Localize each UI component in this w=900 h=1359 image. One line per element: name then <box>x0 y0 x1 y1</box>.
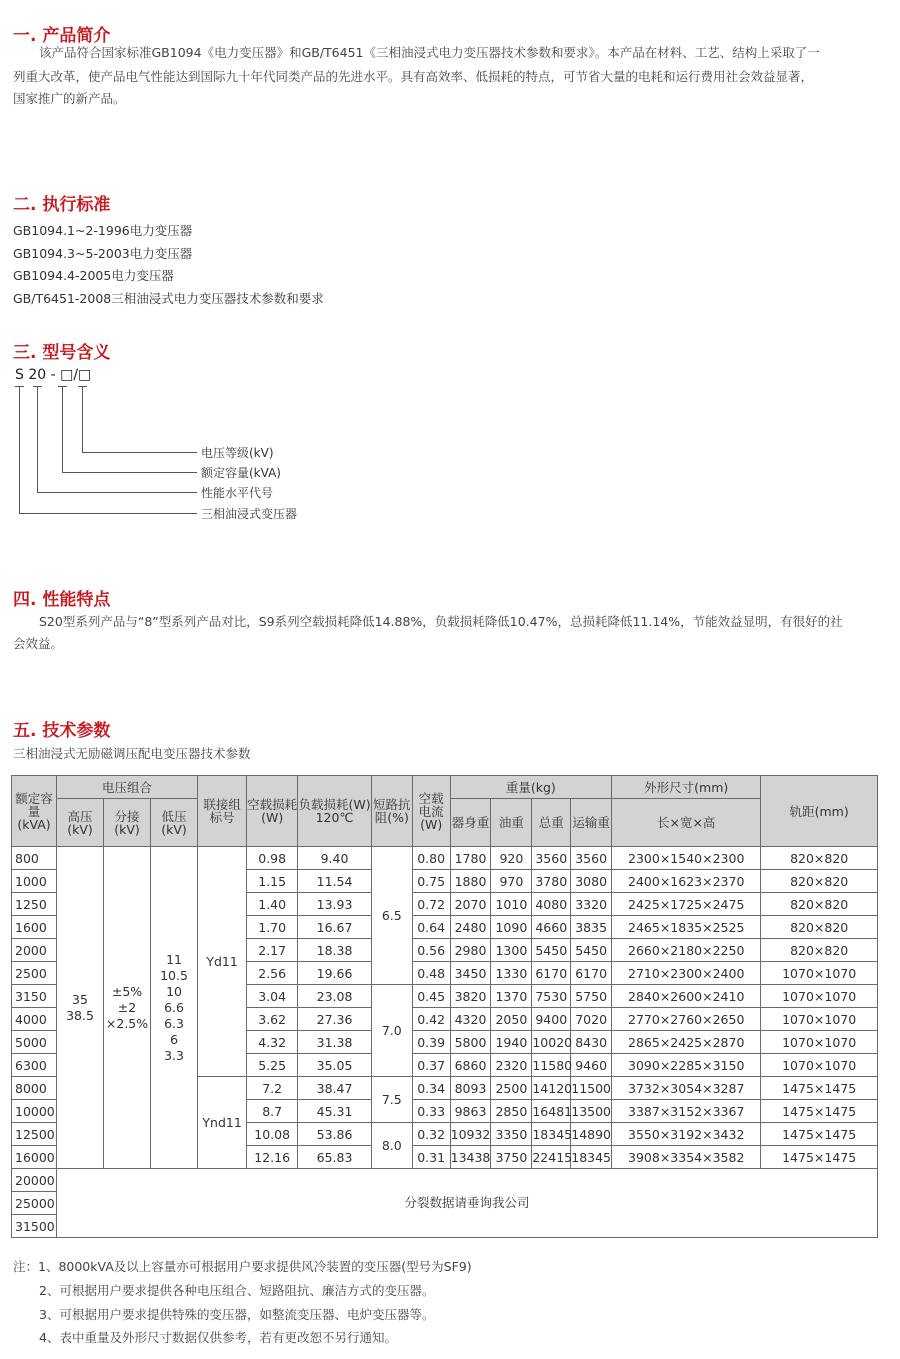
header-hv: 高压(kV) <box>56 799 103 847</box>
table-subtitle: 三相油浸式无励磁调压配电变压器技术参数 <box>13 746 251 761</box>
header-no-load-current: 空载电流(W) <box>412 776 450 847</box>
cell-no-load-loss: 10.08 <box>247 1123 298 1146</box>
cell-dimensions: 2865×2425×2870 <box>612 1031 761 1054</box>
cell-transport-weight: 11500 <box>571 1077 612 1100</box>
cell-dimensions: 2425×1725×2475 <box>612 893 761 916</box>
cell-impedance: 8.0 <box>371 1123 412 1169</box>
standard-item: GB1094.1~2-1996电力变压器 <box>13 223 193 238</box>
cell-capacity: 20000 <box>12 1169 57 1192</box>
note-item: 3、可根据用户要求提供特殊的变压器，如整流变压器、电炉变压器等。 <box>39 1307 435 1322</box>
cell-no-load-current: 0.33 <box>412 1100 450 1123</box>
model-code: S 20 - □/□ <box>15 367 92 383</box>
cell-body-weight: 6860 <box>450 1054 491 1077</box>
cell-no-load-loss: 7.2 <box>247 1077 298 1100</box>
cell-oil-weight: 1330 <box>491 962 532 985</box>
cell-oil-weight: 2850 <box>491 1100 532 1123</box>
cell-transport-weight: 5450 <box>571 939 612 962</box>
table-row <box>12 847 878 870</box>
tap-value: ±2 <box>117 999 137 1015</box>
cell-oil-weight: 1300 <box>491 939 532 962</box>
header-lv: 低压(kV) <box>151 799 198 847</box>
cell-load-loss: 9.40 <box>298 847 372 870</box>
cell-gauge: 820×820 <box>761 870 878 893</box>
cell-split-note: 分裂数据请垂询我公司 <box>56 1169 877 1238</box>
cell-total-weight: 11580 <box>532 1054 571 1077</box>
model-label-capacity: 额定容量(kVA) <box>201 466 281 480</box>
cell-transport-weight: 3835 <box>571 916 612 939</box>
intro-line-1: 该产品符合国家标准GB1094《电力变压器》和GB/T6451《三相油浸式电力变压器技术参数和要求》。本产品在材料、工艺、结构上采取了一 <box>39 45 820 60</box>
header-transport-weight: 运输重 <box>571 799 612 847</box>
header-dimensions: 外形尺寸(mm) <box>612 776 761 799</box>
cell-no-load-current: 0.42 <box>412 1008 450 1031</box>
cell-dimensions: 2300×1540×2300 <box>612 847 761 870</box>
cell-total-weight: 18345 <box>532 1123 571 1146</box>
cell-no-load-loss: 4.32 <box>247 1031 298 1054</box>
section-1-title: 一. 产品简介 <box>13 26 111 46</box>
cell-oil-weight: 970 <box>491 870 532 893</box>
cell-transport-weight: 3560 <box>571 847 612 870</box>
lv-value: 10.5 <box>160 967 188 983</box>
header-weight: 重量(kg) <box>450 776 612 799</box>
cell-dimensions: 3732×3054×3287 <box>612 1077 761 1100</box>
cell-capacity: 16000 <box>12 1146 57 1169</box>
header-body-weight: 器身重 <box>450 799 491 847</box>
cell-oil-weight: 3350 <box>491 1123 532 1146</box>
note-item: 4、表中重量及外形尺寸数据仅供参考，若有更改恕不另行通知。 <box>39 1330 397 1345</box>
section-5-title: 五. 技术参数 <box>13 721 111 741</box>
cell-total-weight: 16481 <box>532 1100 571 1123</box>
intro-line-2: 列重大改革，使产品电气性能达到国际九十年代同类产品的先进水平。具有高效率、低损耗的特点，可节省大量的电耗和运行费用社会效益显著， <box>13 69 814 84</box>
cell-no-load-current: 0.39 <box>412 1031 450 1054</box>
cell-capacity: 2500 <box>12 962 57 985</box>
cell-capacity: 8000 <box>12 1077 57 1100</box>
cell-total-weight: 4080 <box>532 893 571 916</box>
cell-dimensions: 3387×3152×3367 <box>612 1100 761 1123</box>
cell-impedance: 7.0 <box>371 985 412 1077</box>
cell-body-weight: 9863 <box>450 1100 491 1123</box>
cell-no-load-current: 0.80 <box>412 847 450 870</box>
cell-total-weight: 22415 <box>532 1146 571 1169</box>
header-impedance: 短路抗阻(%) <box>371 776 412 847</box>
cell-tap-merged <box>104 847 151 1169</box>
cell-transport-weight: 9460 <box>571 1054 612 1077</box>
header-total-weight: 总重 <box>532 799 571 847</box>
cell-gauge: 1070×1070 <box>761 1031 878 1054</box>
cell-gauge: 820×820 <box>761 916 878 939</box>
cell-total-weight: 10020 <box>532 1031 571 1054</box>
cell-capacity: 800 <box>12 847 57 870</box>
cell-gauge: 1475×1475 <box>761 1100 878 1123</box>
features-line-1: S20型系列产品与“8”型系列产品对比，S9系列空载损耗降低14.88%，负载损耗降低10.47%，总损耗降低11.14%，节能效益显明，有很好的社 <box>39 614 843 629</box>
header-load-loss-label: 负载损耗(W) <box>298 797 371 812</box>
header-oil-weight: 油重 <box>491 799 532 847</box>
cell-gauge: 1070×1070 <box>761 962 878 985</box>
cell-gauge: 1070×1070 <box>761 985 878 1008</box>
header-voltage-combo: 电压组合 <box>56 776 197 799</box>
cell-transport-weight: 7020 <box>571 1008 612 1031</box>
hv-value: 35 <box>72 991 88 1007</box>
note-item: 2、可根据用户要求提供各种电压组合、短路阻抗、廉洁方式的变压器。 <box>39 1283 435 1298</box>
cell-no-load-current: 0.37 <box>412 1054 450 1077</box>
header-load-loss-temp: 120℃ <box>315 810 354 825</box>
cell-connection-yd11: Yd11 <box>198 847 247 1077</box>
cell-body-weight: 2070 <box>450 893 491 916</box>
cell-body-weight: 4320 <box>450 1008 491 1031</box>
cell-no-load-current: 0.72 <box>412 893 450 916</box>
lv-value: 3.3 <box>164 1047 184 1063</box>
cell-dimensions: 2465×1835×2525 <box>612 916 761 939</box>
cell-load-loss: 13.93 <box>298 893 372 916</box>
cell-body-weight: 1780 <box>450 847 491 870</box>
cell-transport-weight: 13500 <box>571 1100 612 1123</box>
cell-body-weight: 13438 <box>450 1146 491 1169</box>
cell-transport-weight: 6170 <box>571 962 612 985</box>
cell-transport-weight: 8430 <box>571 1031 612 1054</box>
cell-gauge: 1070×1070 <box>761 1008 878 1031</box>
cell-load-loss: 53.86 <box>298 1123 372 1146</box>
standard-item: GB1094.3~5-2003电力变压器 <box>13 246 193 261</box>
header-load-loss <box>298 776 372 847</box>
cell-total-weight: 9400 <box>532 1008 571 1031</box>
cell-dimensions: 2660×2180×2250 <box>612 939 761 962</box>
cell-no-load-loss: 0.98 <box>247 847 298 870</box>
cell-capacity: 1250 <box>12 893 57 916</box>
cell-total-weight: 4660 <box>532 916 571 939</box>
cell-oil-weight: 2320 <box>491 1054 532 1077</box>
cell-dimensions: 3550×3192×3432 <box>612 1123 761 1146</box>
cell-no-load-loss: 2.56 <box>247 962 298 985</box>
header-gauge: 轨距(mm) <box>761 776 878 847</box>
cell-capacity: 31500 <box>12 1215 57 1238</box>
cell-gauge: 820×820 <box>761 893 878 916</box>
header-rated-capacity: 额定容量(kVA) <box>12 776 57 847</box>
cell-hv-merged <box>56 847 103 1169</box>
section-2-title: 二. 执行标准 <box>13 195 111 215</box>
cell-capacity: 1000 <box>12 870 57 893</box>
cell-transport-weight: 3320 <box>571 893 612 916</box>
cell-body-weight: 1880 <box>450 870 491 893</box>
cell-no-load-loss: 1.70 <box>247 916 298 939</box>
cell-body-weight: 3450 <box>450 962 491 985</box>
spec-table <box>11 775 878 1238</box>
cell-load-loss: 45.31 <box>298 1100 372 1123</box>
cell-capacity: 5000 <box>12 1031 57 1054</box>
cell-body-weight: 2480 <box>450 916 491 939</box>
cell-connection-ynd11: Ynd11 <box>198 1077 247 1169</box>
cell-capacity: 3150 <box>12 985 57 1008</box>
lv-value: 11 <box>166 951 182 967</box>
cell-load-loss: 19.66 <box>298 962 372 985</box>
section-4-title: 四. 性能特点 <box>13 590 111 610</box>
standard-item: GB1094.4-2005电力变压器 <box>13 268 174 283</box>
section-3-title: 三. 型号含义 <box>13 343 111 363</box>
cell-capacity: 6300 <box>12 1054 57 1077</box>
cell-load-loss: 31.38 <box>298 1031 372 1054</box>
cell-no-load-loss: 3.04 <box>247 985 298 1008</box>
cell-capacity: 10000 <box>12 1100 57 1123</box>
cell-capacity: 2000 <box>12 939 57 962</box>
model-label-performance: 性能水平代号 <box>201 486 274 500</box>
cell-no-load-current: 0.45 <box>412 985 450 1008</box>
cell-body-weight: 8093 <box>450 1077 491 1100</box>
cell-oil-weight: 2500 <box>491 1077 532 1100</box>
cell-oil-weight: 1010 <box>491 893 532 916</box>
cell-gauge: 1475×1475 <box>761 1146 878 1169</box>
cell-gauge: 1475×1475 <box>761 1123 878 1146</box>
cell-load-loss: 11.54 <box>298 870 372 893</box>
cell-body-weight: 10932 <box>450 1123 491 1146</box>
cell-no-load-loss: 3.62 <box>247 1008 298 1031</box>
cell-impedance: 7.5 <box>371 1077 412 1123</box>
cell-body-weight: 2980 <box>450 939 491 962</box>
cell-load-loss: 65.83 <box>298 1146 372 1169</box>
cell-oil-weight: 920 <box>491 847 532 870</box>
cell-oil-weight: 2050 <box>491 1008 532 1031</box>
cell-no-load-current: 0.31 <box>412 1146 450 1169</box>
cell-oil-weight: 3750 <box>491 1146 532 1169</box>
cell-gauge: 1070×1070 <box>761 1054 878 1077</box>
cell-capacity: 12500 <box>12 1123 57 1146</box>
cell-dimensions: 2710×2300×2400 <box>612 962 761 985</box>
cell-no-load-loss: 5.25 <box>247 1054 298 1077</box>
lv-value: 6.6 <box>164 999 184 1015</box>
cell-capacity: 4000 <box>12 1008 57 1031</box>
cell-total-weight: 3780 <box>532 870 571 893</box>
cell-oil-weight: 1090 <box>491 916 532 939</box>
cell-load-loss: 23.08 <box>298 985 372 1008</box>
cell-load-loss: 16.67 <box>298 916 372 939</box>
cell-dimensions: 3908×3354×3582 <box>612 1146 761 1169</box>
lv-value: 6 <box>170 1031 179 1047</box>
cell-no-load-current: 0.75 <box>412 870 450 893</box>
cell-total-weight: 7530 <box>532 985 571 1008</box>
cell-total-weight: 3560 <box>532 847 571 870</box>
cell-capacity: 1600 <box>12 916 57 939</box>
cell-gauge: 820×820 <box>761 847 878 870</box>
cell-no-load-loss: 1.15 <box>247 870 298 893</box>
cell-capacity: 25000 <box>12 1192 57 1215</box>
cell-no-load-current: 0.56 <box>412 939 450 962</box>
cell-no-load-loss: 1.40 <box>247 893 298 916</box>
cell-total-weight: 6170 <box>532 962 571 985</box>
cell-lv-merged <box>151 847 198 1169</box>
table-row <box>12 1169 878 1192</box>
cell-body-weight: 3820 <box>450 985 491 1008</box>
tap-value: ×2.5% <box>105 1015 149 1031</box>
cell-body-weight: 5800 <box>450 1031 491 1054</box>
spec-table-body <box>12 847 878 1238</box>
cell-load-loss: 18.38 <box>298 939 372 962</box>
features-line-2: 会效益。 <box>13 636 64 651</box>
cell-dimensions: 2400×1623×2370 <box>612 870 761 893</box>
cell-gauge: 1475×1475 <box>761 1077 878 1100</box>
cell-transport-weight: 3080 <box>571 870 612 893</box>
hv-value: 38.5 <box>66 1007 94 1023</box>
tap-value: ±5% <box>111 983 143 999</box>
intro-line-3: 国家推广的新产品。 <box>13 91 126 106</box>
cell-transport-weight: 5750 <box>571 985 612 1008</box>
note-item: 注：1、8000kVA及以上容量亦可根据用户要求提供风冷装置的变压器(型号为SF9) <box>13 1259 472 1274</box>
cell-dimensions: 2770×2760×2650 <box>612 1008 761 1031</box>
lv-value: 6.3 <box>164 1015 184 1031</box>
cell-dimensions: 3090×2285×3150 <box>612 1054 761 1077</box>
cell-no-load-current: 0.32 <box>412 1123 450 1146</box>
model-label-voltage: 电压等级(kV) <box>201 446 274 460</box>
cell-load-loss: 35.05 <box>298 1054 372 1077</box>
header-dim-lwh: 长×宽×高 <box>612 799 761 847</box>
cell-oil-weight: 1940 <box>491 1031 532 1054</box>
cell-no-load-current: 0.34 <box>412 1077 450 1100</box>
standard-item: GB/T6451-2008三相油浸式电力变压器技术参数和要求 <box>13 291 324 306</box>
cell-no-load-loss: 2.17 <box>247 939 298 962</box>
cell-no-load-current: 0.64 <box>412 916 450 939</box>
cell-transport-weight: 14890 <box>571 1123 612 1146</box>
model-label-type: 三相油浸式变压器 <box>201 507 298 521</box>
cell-oil-weight: 1370 <box>491 985 532 1008</box>
cell-impedance: 6.5 <box>371 847 412 985</box>
cell-total-weight: 5450 <box>532 939 571 962</box>
cell-no-load-loss: 12.16 <box>247 1146 298 1169</box>
header-connection: 联接组标号 <box>198 776 247 847</box>
cell-dimensions: 2840×2600×2410 <box>612 985 761 1008</box>
cell-load-loss: 27.36 <box>298 1008 372 1031</box>
cell-no-load-current: 0.48 <box>412 962 450 985</box>
header-no-load-loss: 空载损耗(W) <box>247 776 298 847</box>
cell-no-load-loss: 8.7 <box>247 1100 298 1123</box>
lv-value: 10 <box>166 983 182 999</box>
cell-load-loss: 38.47 <box>298 1077 372 1100</box>
cell-gauge: 820×820 <box>761 939 878 962</box>
cell-total-weight: 14120 <box>532 1077 571 1100</box>
header-tap: 分接(kV) <box>104 799 151 847</box>
cell-transport-weight: 18345 <box>571 1146 612 1169</box>
